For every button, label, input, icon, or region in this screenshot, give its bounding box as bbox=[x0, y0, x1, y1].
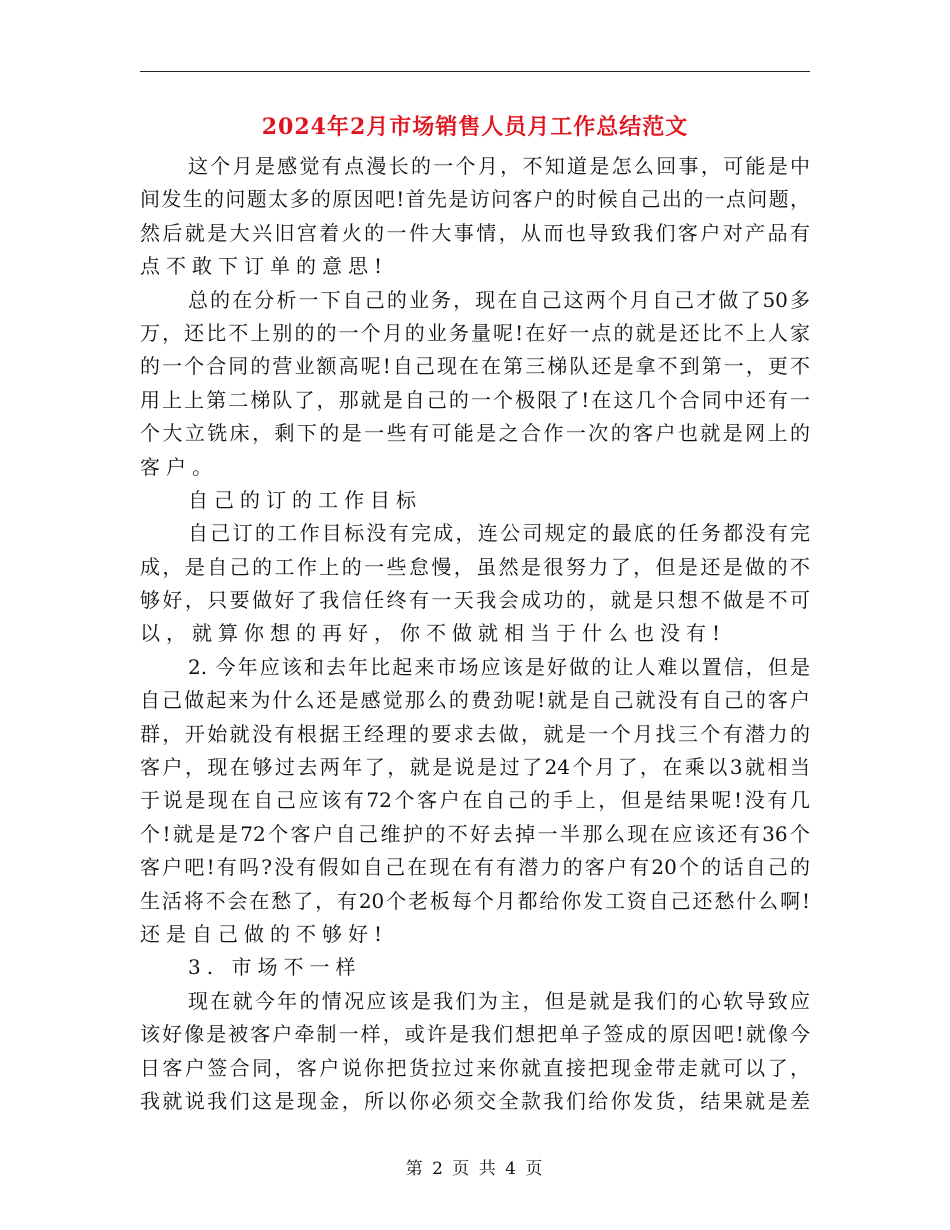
document-title: 2024年2月市场销售人员月工作总结范文 bbox=[261, 114, 689, 140]
text-line: 日客户签合同，客户说你把货拉过来你就直接把现金带走就可以了， bbox=[140, 1055, 810, 1080]
header-rule bbox=[140, 71, 810, 72]
text-line: 点不敢下订单的意思! bbox=[140, 254, 389, 279]
text-line: 生活将不会在愁了，有20个老板每个月都给你发工资自己还愁什么啊! bbox=[140, 888, 810, 913]
text-line: 2. 今年应该和去年比起来市场应该是好做的让人难以置信，但是 bbox=[188, 654, 810, 679]
text-line: 于说是现在自己应该有72个客户在自己的手上，但是结果呢!没有几 bbox=[140, 788, 810, 813]
text-line: 客户。 bbox=[140, 454, 218, 479]
text-line: 够好，只要做好了我信任终有一天我会成功的，就是只想不做是不可 bbox=[140, 588, 810, 613]
section-heading: 自己的订的工作目标 bbox=[188, 487, 422, 512]
text-line: 自己做起来为什么还是感觉那么的费劲呢!就是自己就没有自己的客户 bbox=[140, 688, 810, 713]
section-heading: 3. 市场不一样 bbox=[188, 955, 362, 980]
text-line: 现在就今年的情况应该是我们为主，但是就是我们的心软导致应 bbox=[188, 988, 810, 1013]
text-line: 间发生的问题太多的原因吧!首先是访问客户的时候自己出的一点问题， bbox=[140, 187, 810, 212]
text-line: 总的在分析一下自己的业务，现在自己这两个月自己才做了50多 bbox=[188, 287, 810, 312]
text-line: 万，还比不上别的的一个月的业务量呢!在好一点的就是还比不上人家 bbox=[140, 320, 810, 345]
text-line: 群，开始就没有根据王经理的要求去做，就是一个月找三个有潜力的 bbox=[140, 721, 810, 746]
text-line: 还是自己做的不够好! bbox=[140, 921, 389, 946]
text-line: 用上上第二梯队了，那就是自己的一个极限了!在这几个合同中还有一 bbox=[140, 387, 810, 412]
text-line: 个大立铣床，剩下的是一些有可能是之合作一次的客户也就是网上的 bbox=[140, 421, 810, 446]
document-body bbox=[140, 150, 810, 1118]
text-line: 客户吧!有吗?没有假如自己在现在有有潜力的客户有20个的话自己的 bbox=[140, 855, 810, 880]
text-line: 客户，现在够过去两年了，就是说是过了24个月了，在乘以3就相当 bbox=[140, 755, 810, 780]
text-line: 该好像是被客户牵制一样，或许是我们想把单子签成的原因吧!就像今 bbox=[140, 1022, 810, 1047]
text-line: 以，就算你想的再好，你不做就相当于什么也没有! bbox=[140, 621, 727, 646]
text-line: 然后就是大兴旧宫着火的一件大事情，从而也导致我们客户对产品有 bbox=[140, 220, 810, 245]
text-line: 个!就是是72个客户自己维护的不好去掉一半那么现在应该还有36个 bbox=[140, 821, 810, 846]
page-number-footer: 第 2 页 共 4 页 bbox=[405, 1159, 545, 1179]
text-line: 我就说我们这是现金，所以你必须交全款我们给你发货，结果就是差 bbox=[140, 1088, 810, 1113]
text-line: 这个月是感觉有点漫长的一个月，不知道是怎么回事，可能是中 bbox=[188, 154, 810, 178]
text-line: 自己订的工作目标没有完成，连公司规定的最底的任务都没有完 bbox=[188, 521, 810, 546]
text-line: 成，是自己的工作上的一些怠慢，虽然是很努力了，但是还是做的不 bbox=[140, 554, 810, 579]
text-line: 的一个合同的营业额高呢!自己现在在第三梯队还是拿不到第一，更不 bbox=[140, 354, 810, 379]
